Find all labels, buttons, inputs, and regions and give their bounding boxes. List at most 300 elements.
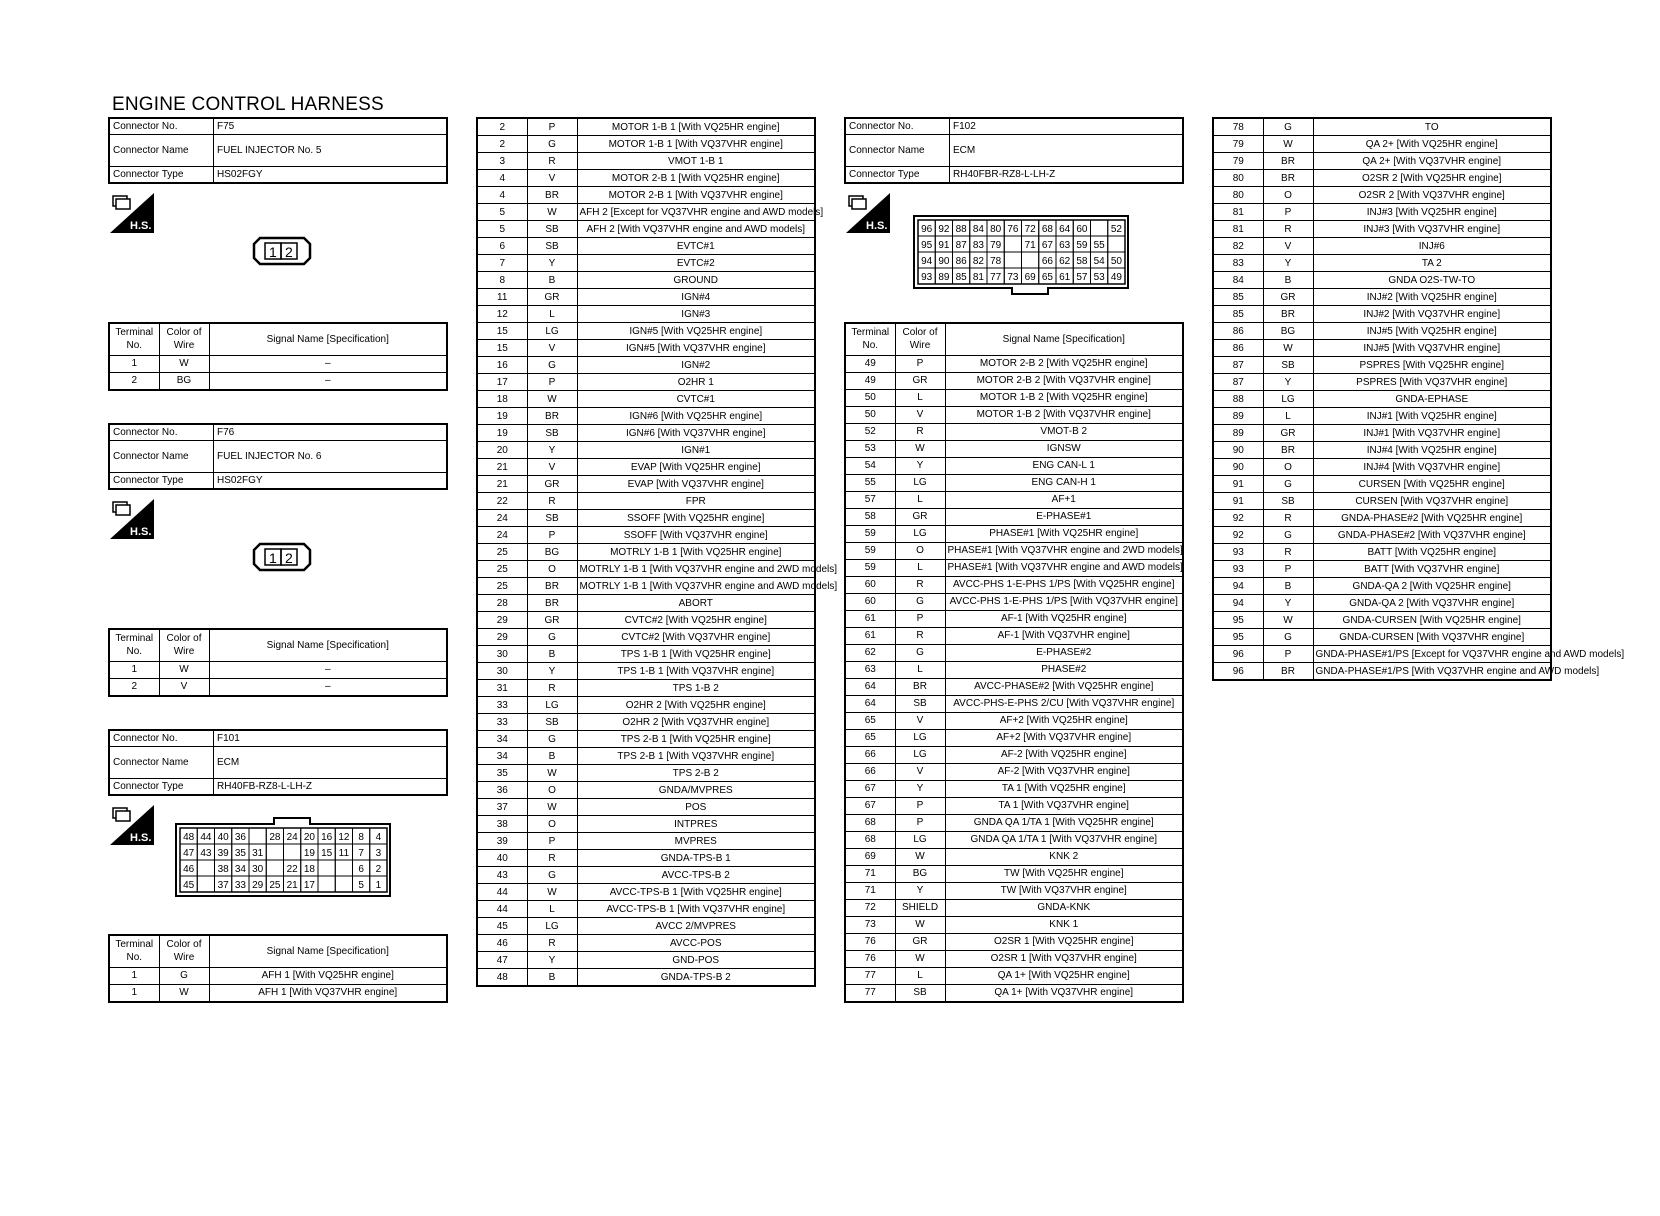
wire-color: L [895, 967, 945, 984]
pin-label: 18 [303, 864, 315, 875]
table-row [845, 559, 1183, 576]
signal-name: MOTOR 2-B 2 [With VQ25HR engine] [945, 355, 1183, 372]
pin-label: 90 [938, 256, 950, 267]
pin-label: 1 [269, 550, 277, 566]
signal-name: AVCC-TPS-B 2 [577, 867, 815, 884]
terminal-table-f102 [844, 322, 1184, 1003]
terminal-no: 96 [1213, 646, 1263, 663]
signal-name: TW [With VQ25HR engine] [945, 865, 1183, 882]
terminal-no: 54 [845, 457, 895, 474]
terminal-no-header: Terminal No. [109, 323, 159, 355]
wire-color: G [527, 357, 577, 374]
terminal-no: 2 [109, 372, 159, 390]
wire-color: R [1263, 510, 1313, 527]
wire-color: B [527, 646, 577, 663]
table-row [1213, 187, 1551, 204]
wire-color: BR [895, 678, 945, 695]
table-row [845, 474, 1183, 491]
table-row [1213, 374, 1551, 391]
table-row [477, 459, 815, 476]
wire-color: BR [1263, 663, 1313, 681]
signal-name: AFH 1 [With VQ37VHR engine] [209, 984, 447, 1002]
pin-label: 47 [183, 848, 195, 859]
table-row [1213, 289, 1551, 306]
signal-name: IGN#2 [577, 357, 815, 374]
terminal-no: 4 [477, 170, 527, 187]
terminal-no: 81 [1213, 221, 1263, 238]
table-row [845, 610, 1183, 627]
table-row [477, 425, 815, 442]
signal-name: INTPRES [577, 816, 815, 833]
table-row [1213, 561, 1551, 578]
wire-color: SHIELD [895, 899, 945, 916]
terminal-no: 65 [845, 712, 895, 729]
wire-color: B [527, 748, 577, 765]
table-row [477, 782, 815, 799]
wire-color: GR [895, 508, 945, 525]
connector-info-f101 [108, 729, 448, 796]
pin-label: 61 [1059, 272, 1071, 283]
signal-name: AVCC-PHS-E-PHS 2/CU [With VQ37VHR engine] [945, 695, 1183, 712]
wire-color: P [1263, 204, 1313, 221]
terminal-no: 4 [477, 187, 527, 204]
table-row [1213, 408, 1551, 425]
wire-color: LG [895, 729, 945, 746]
terminal-no: 37 [477, 799, 527, 816]
table-row [845, 984, 1183, 1002]
wire-color: O [527, 561, 577, 578]
terminal-no: 68 [845, 814, 895, 831]
connector-diagram-f75 [250, 234, 314, 268]
signal-name: TA 1 [With VQ25HR engine] [945, 780, 1183, 797]
wire-color: L [895, 559, 945, 576]
terminal-no-header: Terminal No. [109, 629, 159, 661]
table-row [1213, 663, 1551, 681]
terminal-no: 84 [1213, 272, 1263, 289]
pin-label: 95 [921, 240, 933, 251]
wire-color: P [527, 833, 577, 850]
connector-no-value: F101 [214, 730, 448, 746]
pin-label: 17 [303, 880, 315, 891]
table-row [477, 510, 815, 527]
wire-color: BR [527, 187, 577, 204]
pin-label: 12 [338, 832, 350, 843]
pin-label: 62 [1059, 256, 1071, 267]
wire-color: G [895, 644, 945, 661]
table-row [477, 765, 815, 782]
terminal-no: 93 [1213, 561, 1263, 578]
terminal-no: 64 [845, 678, 895, 695]
pin-label: 72 [1024, 224, 1036, 235]
signal-name: E-PHASE#1 [945, 508, 1183, 525]
wire-color: L [1263, 408, 1313, 425]
connector-name-value: ECM [950, 134, 1184, 166]
wire-color: SB [527, 510, 577, 527]
table-row [477, 221, 815, 238]
pin-label: 39 [217, 848, 229, 859]
pin-label: 29 [252, 880, 264, 891]
wire-color: SB [527, 238, 577, 255]
pin-label: 86 [955, 256, 967, 267]
pin-label: 82 [972, 256, 984, 267]
signal-name: CURSEN [With VQ25HR engine] [1313, 476, 1551, 493]
wire-color: G [159, 967, 209, 984]
signal-name: ENG CAN-H 1 [945, 474, 1183, 491]
wire-color: BR [1263, 306, 1313, 323]
terminal-no: 72 [845, 899, 895, 916]
table-row [477, 153, 815, 170]
terminal-no: 30 [477, 646, 527, 663]
wire-color: G [1263, 629, 1313, 646]
page-title: ENGINE CONTROL HARNESS [112, 94, 384, 115]
color-header: Color of Wire [895, 323, 945, 355]
pin-label: 38 [217, 864, 229, 875]
terminal-no: 86 [1213, 340, 1263, 357]
terminal-no: 65 [845, 729, 895, 746]
table-row [845, 695, 1183, 712]
signal-name: GNDA-PHASE#2 [With VQ25HR engine] [1313, 510, 1551, 527]
pin-label: 88 [955, 224, 967, 235]
terminal-no-header: Terminal No. [109, 935, 159, 967]
signal-name: E-PHASE#2 [945, 644, 1183, 661]
signal-name: MOTOR 2-B 2 [With VQ37VHR engine] [945, 372, 1183, 389]
terminal-no: 33 [477, 714, 527, 731]
signal-name: AF-2 [With VQ37VHR engine] [945, 763, 1183, 780]
table-row [477, 918, 815, 935]
wire-color: W [527, 391, 577, 408]
connector-no-label: Connector No. [845, 118, 950, 134]
connector-no-label: Connector No. [109, 118, 214, 134]
terminal-no: 24 [477, 510, 527, 527]
signal-name: VMOT 1-B 1 [577, 153, 815, 170]
wire-color: R [527, 153, 577, 170]
terminal-no: 22 [477, 493, 527, 510]
connector-type-value: HS02FGY [214, 166, 448, 183]
signal-name: GNDA-EPHASE [1313, 391, 1551, 408]
terminal-table-f101-continued [476, 117, 838, 987]
pin-label: 54 [1093, 256, 1105, 267]
table-row [477, 527, 815, 544]
table-row [477, 306, 815, 323]
connector-type-value: HS02FGY [214, 472, 448, 489]
terminal-no: 95 [1213, 629, 1263, 646]
terminal-no: 34 [477, 748, 527, 765]
table-row [1213, 306, 1551, 323]
pin-label: 92 [938, 224, 950, 235]
wire-color: R [527, 935, 577, 952]
terminal-no: 1 [109, 984, 159, 1002]
terminal-no: 85 [1213, 306, 1263, 323]
connector-diagram-f102 [908, 210, 1134, 294]
pin-label: 37 [217, 880, 229, 891]
table-row [845, 933, 1183, 950]
table-row [845, 355, 1183, 372]
table-row [477, 476, 815, 493]
signal-name: PSPRES [With VQ25HR engine] [1313, 357, 1551, 374]
wire-color: G [1263, 476, 1313, 493]
table-row [477, 867, 815, 884]
terminal-no: 77 [845, 967, 895, 984]
wire-color: BG [895, 865, 945, 882]
table-row [477, 799, 815, 816]
table-row [477, 238, 815, 255]
signal-name: EVTC#1 [577, 238, 815, 255]
signal-name: SSOFF [With VQ37VHR engine] [577, 527, 815, 544]
color-header: Color of Wire [159, 935, 209, 967]
terminal-no: 5 [477, 204, 527, 221]
wire-color: O [1263, 459, 1313, 476]
wire-color: Y [1263, 374, 1313, 391]
terminal-no: 5 [477, 221, 527, 238]
pin-label: 34 [234, 864, 246, 875]
signal-name: INJ#4 [With VQ25HR engine] [1313, 442, 1551, 459]
pin-label: 66 [1041, 256, 1053, 267]
wire-color: O [527, 782, 577, 799]
table-row [1213, 357, 1551, 374]
pin-label: 96 [921, 224, 933, 235]
table-row [845, 882, 1183, 899]
pin-label: 5 [358, 880, 364, 891]
pin-cell [1004, 252, 1021, 268]
table-row [1213, 459, 1551, 476]
table-row [477, 748, 815, 765]
pin-label: 16 [321, 832, 333, 843]
pin-label: 19 [303, 848, 315, 859]
terminal-no: 50 [845, 389, 895, 406]
signal-name: PHASE#1 [With VQ25HR engine] [945, 525, 1183, 542]
table-row [845, 831, 1183, 848]
wire-color: Y [1263, 595, 1313, 612]
terminal-no: 55 [845, 474, 895, 491]
terminal-no: 25 [477, 578, 527, 595]
table-row [1213, 493, 1551, 510]
signal-name: INJ#6 [1313, 238, 1551, 255]
wire-color: GR [527, 612, 577, 629]
signal-name: AVCC-PHS 1-E-PHS 1/PS [With VQ25HR engine] [945, 576, 1183, 593]
pin-label: 2 [285, 550, 293, 566]
wire-color: LG [1263, 391, 1313, 408]
table-row [1213, 476, 1551, 493]
table-row [845, 746, 1183, 763]
table-row [1213, 272, 1551, 289]
terminal-no: 78 [1213, 118, 1263, 136]
terminal-no: 87 [1213, 374, 1263, 391]
table-row [109, 967, 447, 984]
pin-label: 91 [938, 240, 950, 251]
wire-color: Y [527, 442, 577, 459]
signal-header: Signal Name [Specification] [209, 935, 447, 967]
table-row [1213, 340, 1551, 357]
wire-color: R [1263, 221, 1313, 238]
table-row [845, 729, 1183, 746]
terminal-no: 67 [845, 780, 895, 797]
wire-color: BR [527, 408, 577, 425]
wire-color: L [527, 901, 577, 918]
terminal-no: 64 [845, 695, 895, 712]
wire-color: O [1263, 187, 1313, 204]
table-row [1213, 442, 1551, 459]
signal-name: MVPRES [577, 833, 815, 850]
terminal-no: 21 [477, 476, 527, 493]
terminal-no: 38 [477, 816, 527, 833]
terminal-no: 2 [477, 118, 527, 136]
wire-color: V [527, 170, 577, 187]
signal-name: GNDA-CURSEN [With VQ25HR engine] [1313, 612, 1551, 629]
pin-label: 76 [1007, 224, 1019, 235]
table-row [477, 731, 815, 748]
pin-label: 64 [1059, 224, 1071, 235]
wire-color: SB [527, 425, 577, 442]
terminal-no: 1 [109, 355, 159, 372]
wire-color: G [1263, 118, 1313, 136]
signal-name: INJ#4 [With VQ37VHR engine] [1313, 459, 1551, 476]
signal-name: AVCC-PHASE#2 [With VQ25HR engine] [945, 678, 1183, 695]
terminal-no: 87 [1213, 357, 1263, 374]
wire-color: O [527, 816, 577, 833]
pin-label: 52 [1110, 224, 1122, 235]
terminal-no: 7 [477, 255, 527, 272]
table-row [1213, 646, 1551, 663]
connector-type-label: Connector Type [109, 778, 214, 795]
terminal-no: 18 [477, 391, 527, 408]
terminal-no: 53 [845, 440, 895, 457]
pin-label: 24 [286, 832, 298, 843]
hs-icon [110, 805, 154, 845]
pin-label: 79 [990, 240, 1002, 251]
pin-label: 84 [972, 224, 984, 235]
signal-name: GNDA-TPS-B 2 [577, 969, 815, 987]
terminal-no: 60 [845, 576, 895, 593]
terminal-no: 73 [845, 916, 895, 933]
table-row [477, 408, 815, 425]
wire-color: SB [1263, 357, 1313, 374]
table-row [1213, 510, 1551, 527]
connector-no-label: Connector No. [109, 730, 214, 746]
table-row [845, 525, 1183, 542]
terminal-no: 95 [1213, 612, 1263, 629]
pin-label: 89 [938, 272, 950, 283]
wire-color: P [527, 374, 577, 391]
signal-name: MOTOR 1-B 1 [With VQ25HR engine] [577, 118, 815, 136]
terminal-no: 2 [109, 678, 159, 696]
signal-name: IGN#5 [With VQ37VHR engine] [577, 340, 815, 357]
signal-name: – [209, 372, 447, 390]
signal-name: QA 2+ [With VQ37VHR engine] [1313, 153, 1551, 170]
wire-color: G [1263, 527, 1313, 544]
wire-color: G [527, 136, 577, 153]
table-row [1213, 118, 1551, 136]
signal-name: CVTC#2 [With VQ37VHR engine] [577, 629, 815, 646]
terminal-no: 31 [477, 680, 527, 697]
table-row [1213, 629, 1551, 646]
wire-color: LG [527, 323, 577, 340]
signal-name: MOTOR 2-B 1 [With VQ25HR engine] [577, 170, 815, 187]
signal-name: EVAP [With VQ25HR engine] [577, 459, 815, 476]
terminal-no: 21 [477, 459, 527, 476]
terminal-no: 44 [477, 884, 527, 901]
table-row [1213, 595, 1551, 612]
table-row [477, 170, 815, 187]
terminal-no: 86 [1213, 323, 1263, 340]
wire-color: B [527, 272, 577, 289]
terminal-no: 34 [477, 731, 527, 748]
signal-name: AVCC 2/MVPRES [577, 918, 815, 935]
wire-color: LG [527, 918, 577, 935]
wire-color: B [1263, 272, 1313, 289]
pin-label: 57 [1076, 272, 1088, 283]
terminal-no: 80 [1213, 170, 1263, 187]
wire-color: BR [1263, 153, 1313, 170]
wire-color: O [895, 542, 945, 559]
signal-name: CURSEN [With VQ37VHR engine] [1313, 493, 1551, 510]
table-row [845, 372, 1183, 389]
terminal-no: 35 [477, 765, 527, 782]
wire-color: SB [527, 221, 577, 238]
wire-color: BG [1263, 323, 1313, 340]
hs-icon [110, 193, 154, 233]
pin-cell [335, 876, 352, 892]
signal-name: AFH 2 [With VQ37VHR engine and AWD models] [577, 221, 815, 238]
table-row [477, 884, 815, 901]
terminal-no: 66 [845, 746, 895, 763]
terminal-no: 62 [845, 644, 895, 661]
signal-name: – [209, 661, 447, 678]
terminal-no: 36 [477, 782, 527, 799]
table-row [1213, 255, 1551, 272]
terminal-no: 88 [1213, 391, 1263, 408]
table-row [845, 542, 1183, 559]
wire-color: GR [895, 372, 945, 389]
terminal-no-header: Terminal No. [845, 323, 895, 355]
table-row [477, 816, 815, 833]
pin-label: 87 [955, 240, 967, 251]
terminal-no: 29 [477, 612, 527, 629]
terminal-no: 89 [1213, 408, 1263, 425]
pin-label: 44 [200, 832, 212, 843]
pin-label: 35 [234, 848, 246, 859]
pin-label: 68 [1041, 224, 1053, 235]
table-row [845, 678, 1183, 695]
wire-color: B [1263, 578, 1313, 595]
pin-label: 21 [286, 880, 298, 891]
terminal-table-f76 [108, 628, 448, 697]
pin-label: 31 [252, 848, 264, 859]
wire-color: GR [527, 476, 577, 493]
connector-no-value: F102 [950, 118, 1184, 134]
table-row [845, 712, 1183, 729]
connector-type-value: RH40FBR-RZ8-L-LH-Z [950, 166, 1184, 183]
signal-name: MOTOR 1-B 2 [With VQ25HR engine] [945, 389, 1183, 406]
terminal-no: 61 [845, 610, 895, 627]
wire-color: Y [895, 780, 945, 797]
table-row [845, 389, 1183, 406]
signal-name: TW [With VQ37VHR engine] [945, 882, 1183, 899]
signal-name: EVAP [With VQ37VHR engine] [577, 476, 815, 493]
hs-label: H.S. [130, 526, 152, 538]
terminal-no: 90 [1213, 442, 1263, 459]
terminal-no: 59 [845, 542, 895, 559]
table-row [477, 255, 815, 272]
table-row [1213, 612, 1551, 629]
terminal-no: 33 [477, 697, 527, 714]
terminal-no: 49 [845, 355, 895, 372]
terminal-no: 94 [1213, 595, 1263, 612]
signal-name: PHASE#1 [With VQ37VHR engine and AWD models] [945, 559, 1183, 576]
table-row [845, 593, 1183, 610]
table-row [477, 272, 815, 289]
table-row [477, 680, 815, 697]
terminal-no: 29 [477, 629, 527, 646]
